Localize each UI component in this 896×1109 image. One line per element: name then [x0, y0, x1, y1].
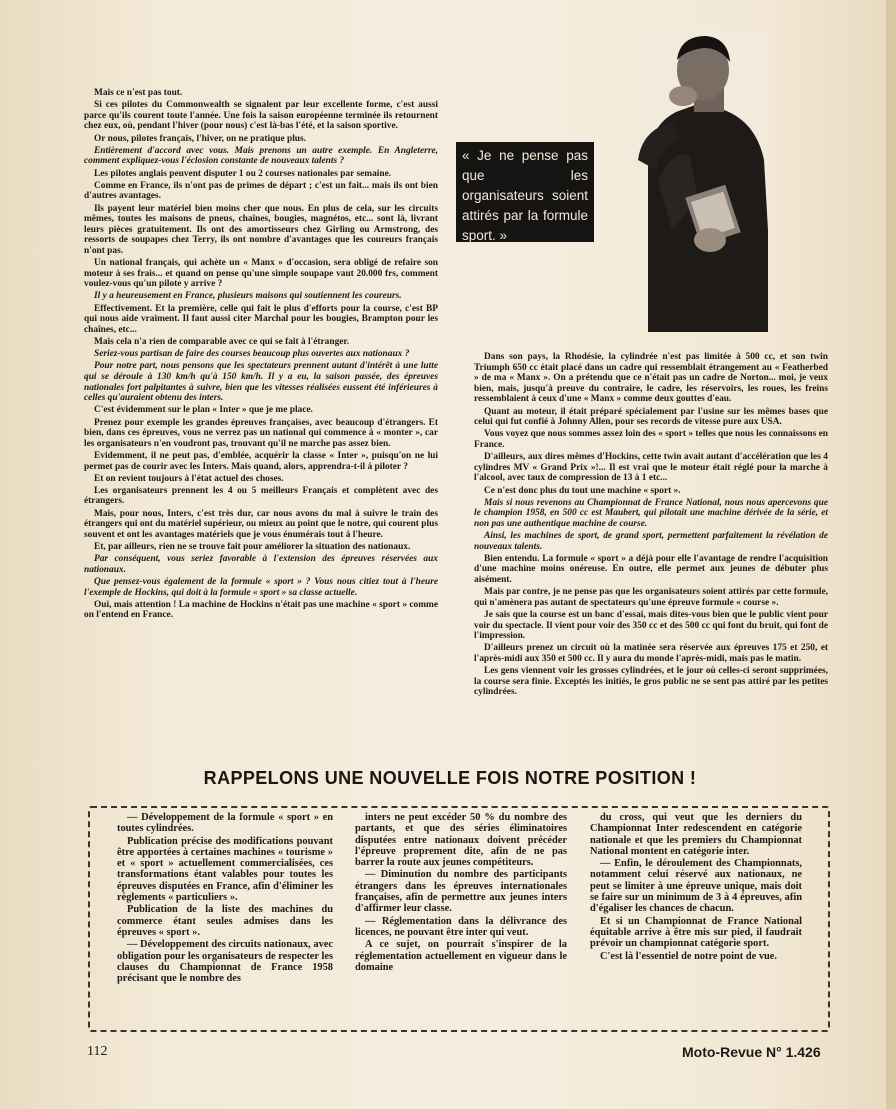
- paragraph: inters ne peut excéder 50 % du nombre des partants, et que des séries éliminatoires disputées entre nationaux doivent précéder l'épreuve proprement dite, afin de ne pas barrer la route aux jeunes compétiteurs.: [355, 812, 567, 869]
- position-column-1: [117, 812, 333, 985]
- paragraph: C'est là l'essentiel de notre point de vue.: [600, 950, 778, 962]
- paragraph: — Enfin, le déroulement des Championnats, notamment celui réservé aux nationaux, ne peut se limiter à une épreuve unique, mais doit se faire sur un minimum de 3 à 4 épreuves, afin d'égaliser les chances de chacun.: [590, 858, 802, 915]
- position-column-2: [355, 812, 567, 974]
- interviewer-question: Pour notre part, nous pensons que les spectateurs prennent autant d'intérêt à une lutte qui se déroule à 130 km/h qu'à 150 km/h. Il y a eu, la saison passée, des épreuves nationales fort palpitantes à suivre, bien que les vitesses réalisées eussent été inférieures à celles qu'auraient obtenu des inters.: [84, 361, 438, 404]
- interviewer-question: Il y a heureusement en France, plusieurs maisons qui soutiennent les coureurs.: [94, 291, 402, 302]
- paragraph: — Diminution du nombre des participants étrangers dans les épreuves internationales françaises, afin de permettre aux jeunes inters d'affirmer leur classe.: [355, 869, 567, 915]
- paragraph: Dans son pays, la Rhodésie, la cylindrée n'est pas limitée à 500 cc, et son twin Triumph 650 cc était placé dans un cadre qui ressemblait étrangement au « Featherbed » de ma « Manx ». On a prétendu que ce n'était pas un cadre de Norton... moi, je veux bien, mais, jusqu'à preuve du contraire, le cadre, les réservoirs, les roues, les freins ressemblaient à ceux d'une « Manx » comme deux gouttes d'eau.: [474, 352, 828, 405]
- position-column-3: [590, 812, 802, 963]
- paragraph: Un national français, qui achète un « Manx » d'occasion, sera obligé de refaire son moteur à ses frais... et quand on pense qu'une simple soupape vaut 20.000 frs, comment voulez-vous qu'un pilote y arrive ?: [84, 258, 438, 290]
- paragraph: Publication précise des modifications pouvant être apportées à certaines machines « tourisme » et « sport » actuellement commercialisées, ces transformations étant valables pour toutes les épreuves disputées en France, afin d'éliminer les règlements « particuliers ».: [117, 835, 333, 904]
- paragraph: Mais ce n'est pas tout.: [94, 88, 183, 98]
- paragraph: — Développement de la formule « sport » en toutes cylindrées.: [117, 812, 333, 835]
- interviewer-question: Que pensez-vous également de la formule « sport » ? Vous nous citiez tout à l'heure l'exemple de Hockins, qui doit à la formule « sport » sa classe actuelle.: [84, 577, 438, 598]
- paragraph: Effectivement. Et la première, celle qui fait le plus d'efforts pour la course, c'est BP qui nous aide vraiment. Il faut aussi citer Marchal pour les bougies, Brampton pour les chaînes, etc...: [84, 303, 438, 335]
- rider-photo: [628, 30, 768, 332]
- paragraph: Les pilotes anglais peuvent disputer 1 ou 2 courses nationales par semaine.: [94, 168, 392, 179]
- paragraph: Oui, mais attention ! La machine de Hockins n'était pas une machine « sport » comme on l'entend en France.: [84, 599, 438, 621]
- interviewer-question: Entièrement d'accord avec vous. Mais prenons un autre exemple. En Angleterre, comment expliquez-vous l'éclosion constante de nouveaux talents ?: [84, 145, 438, 167]
- page-number: 112: [87, 1044, 108, 1059]
- paragraph: D'ailleurs, aux dires mêmes d'Hockins, cette twin avait autant d'accélération que les 4 cylindres MV « Grand Prix »!... Il est vrai que le moteur était réglé pour la marche à l'alcool, avec taux de compression de 13 à 1 etc...: [474, 452, 828, 484]
- paragraph: Je sais que la course est un banc d'essai, mais dites-vous bien que le public vient pour voir du spectacle. Il vient pour voir des 350 cc et des 500 cc qui font du bruit, qui font de l'impression.: [474, 610, 828, 642]
- interviewer-question: Par conséquent, vous seriez favorable à l'extension des épreuves réservées aux nationaux.: [84, 554, 438, 575]
- paragraph: Ce n'est donc plus du tout une machine « sport ».: [484, 485, 681, 496]
- paragraph: Quant au moteur, il était préparé spécialement par l'usine sur les mêmes bases que celui qui fut confié à Johnny Allen, pour ses records de vitesse pure aux USA.: [474, 406, 828, 428]
- paragraph: — Développement des circuits nationaux, avec obligation pour les organisateurs de respecter les clauses du Championnat de France 1958 précisant que le nombre des: [117, 939, 333, 985]
- interviewer-question: Ainsi, les machines de sport, de grand sport, permettent parfaitement la révélation de nouveaux talents.: [474, 531, 828, 552]
- paragraph: Et si un Championnat de France National équitable arrive à être mis sur pied, il faudrait prévoir un championnat catégorie sport.: [590, 915, 802, 950]
- paragraph: Ils payent leur matériel bien moins cher que nous. En plus de cela, sur les circuits mêmes, toutes les maisons de pneus, chaînes, bougies, magnétos, etc... sont là, livrant leurs pièces gratuitement. Ils ont des amortisseurs chez Girling ou Armstrong, des ressorts de soupapes chez Terry, ils ont nombre d'avantages que les coureurs français n'ont pas.: [84, 203, 438, 256]
- paragraph: Evidemment, il ne peut pas, d'emblée, acquérir la classe « Inter », puisqu'on ne lui permet pas de courir avec les Inters. Mais quand, alors, apprendra-t-il à piloter ?: [84, 450, 438, 472]
- pull-quote: « Je ne pense pas que les organisateurs soient attirés par la formule sport. »: [456, 142, 594, 242]
- position-headline: RAPPELONS UNE NOUVELLE FOIS NOTRE POSITION !: [203, 768, 697, 788]
- paragraph: A ce sujet, on pourrait s'inspirer de la réglementation actuellement en vigueur dans le domaine: [355, 939, 567, 973]
- paragraph: C'est évidemment sur le plan « Inter » que je me place.: [94, 405, 313, 416]
- paragraph: Vous voyez que nous sommes assez loin des « sport » telles que nous les connaissons en France.: [474, 429, 828, 450]
- paragraph: — Réglementation dans la délivrance des licences, ne pouvant être inter qui veut.: [355, 915, 567, 938]
- interview-column-left: [84, 88, 438, 623]
- rider-illustration: [628, 30, 768, 332]
- paragraph: D'ailleurs prenez un circuit où la matinée sera réservée aux épreuves 175 et 250, et l'après-midi aux 350 et 500 cc. Il y aura du monde l'après-midi, mais pas le matin.: [474, 643, 828, 664]
- paragraph: Comme en France, ils n'ont pas de primes de départ ; c'est un fait... mais ils ont bien d'autres avantages.: [84, 180, 438, 202]
- page-edge: [886, 0, 896, 1109]
- paragraph: Mais par contre, je ne pense pas que les organisateurs soient attirés par cette formule, qui n'amènera pas autant de spectateurs qu'une épreuve formule « course ».: [474, 587, 828, 608]
- paragraph: Mais, pour nous, Inters, c'est très dur, car nous avons du mal à suivre le train des étrangers qui ont du matériel supérieur, ou mieux au point que le notre, qui courent plus souvent et ont les avantages matériels que je vous énumérais tout à l'heure.: [84, 508, 438, 540]
- paragraph: Et on revient toujours à l'état actuel des choses.: [94, 473, 284, 484]
- interviewer-question: Mais si nous revenons au Championnat de France National, nous nous apercevons que le champion 1958, en 500 cc est Maubert, qui pilotait une machine dérivée de la série, et non pas une authentique machine de course.: [474, 497, 828, 529]
- paragraph: Mais cela n'a rien de comparable avec ce qui se fait à l'étranger.: [94, 337, 350, 347]
- paragraph: Prenez pour exemple les grandes épreuves françaises, avec beaucoup d'étrangers. Et bien, dans ces épreuves, vous ne verrez pas un national qui commence à « monter », car les organisateurs n'en voudront pas, trouvant qu'il ne marche pas assez bien.: [84, 417, 438, 449]
- paragraph: Si ces pilotes du Commonwealth se signalent par leur excellente forme, c'est aussi parce qu'ils courent toute l'année. Une fois la saison européenne terminée ils retournent chez eux, où, pendant l'hiver (pour nous) c'est là-bas l'été, et la saison sportive.: [84, 100, 438, 132]
- magazine-issue: Moto-Revue N° 1.426: [682, 1044, 821, 1060]
- paragraph: Les organisateurs prennent les 4 ou 5 meilleurs Français et complètent avec des étrangers.: [84, 485, 438, 507]
- paragraph: Or nous, pilotes français, l'hiver, on ne pratique plus.: [94, 133, 307, 144]
- paragraph: du cross, qui veut que les derniers du Championnat Inter redescendent en catégorie nationale et que les premiers du Championnat National montent en catégorie inter.: [590, 812, 802, 857]
- interviewer-question: Seriez-vous partisan de faire des courses beaucoup plus ouvertes aux nationaux ?: [94, 349, 410, 360]
- interview-column-right: [474, 352, 828, 700]
- paragraph: Et, par ailleurs, rien ne se trouve fait pour améliorer la situation des nationaux.: [94, 542, 411, 553]
- paragraph: Bien entendu. La formule « sport » a déjà pour elle l'avantage de rendre l'acquisition d'une machine moins onéreuse. En outre, elle permet aux jeunes de débuter plus aisément.: [474, 553, 828, 586]
- paragraph: Les gens viennent voir les grosses cylindrées, et le jour où celles-ci seront supprimées, la course sera finie. Exceptés les initiés, le gros public ne se sent pas attiré par les petites cylindrées.: [474, 666, 828, 698]
- paragraph: Publication de la liste des machines du commerce étant seules admises dans les épreuves « sport ».: [117, 904, 333, 938]
